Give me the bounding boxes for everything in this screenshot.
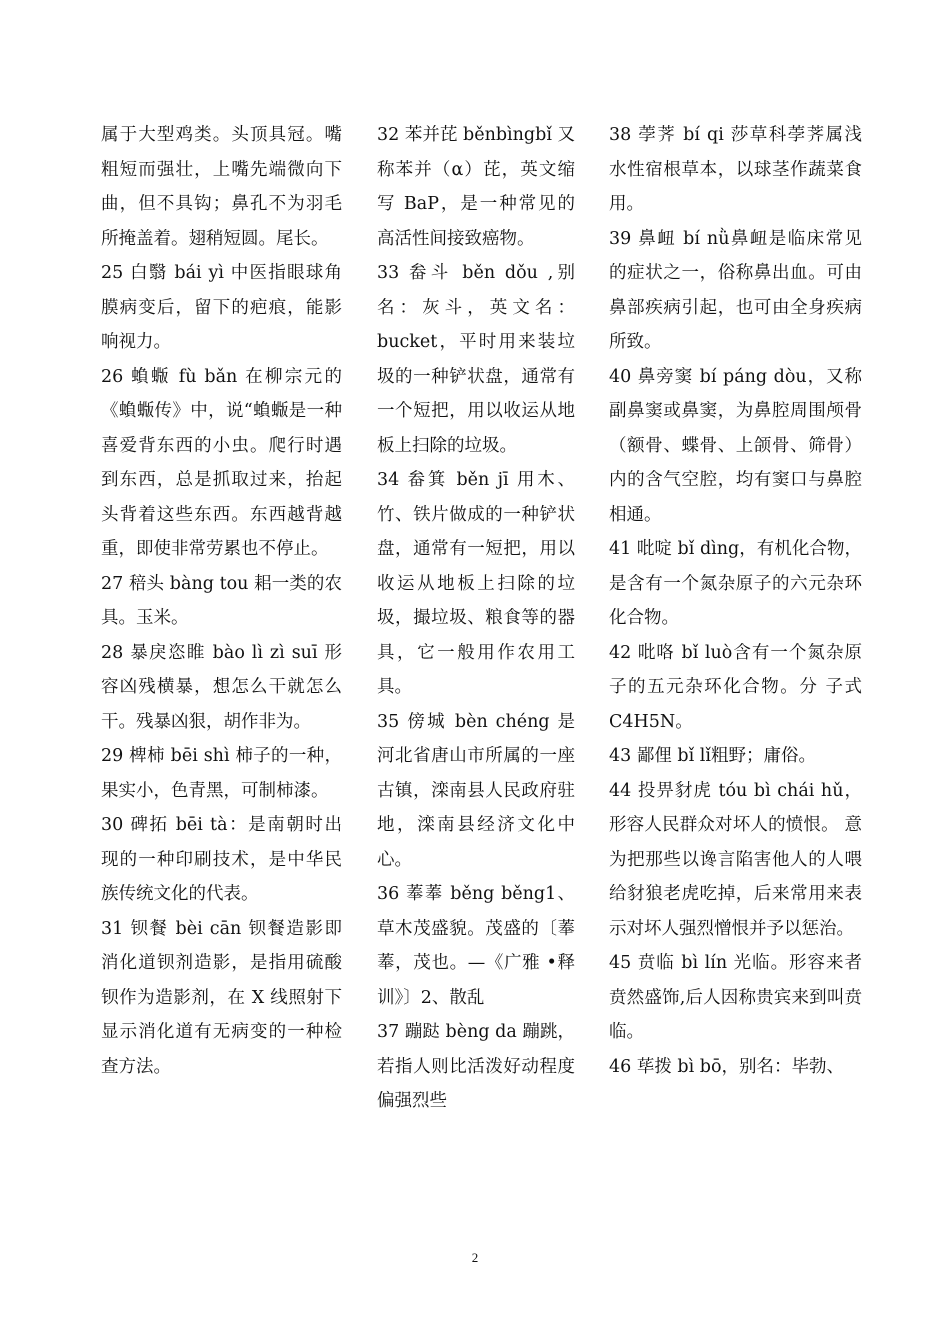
glossary-entry-42: 42 吡咯 bǐ luò含有一个氮杂原子的五元杂环化合物。分 子式 C4H5N。 (609, 642, 862, 732)
glossary-entry-26: 26 蝜蝂 fù bǎn 在柳宗元的《蝜蝂传》中，说“蝜蝂是一种喜爱背东西的小虫。爬行时遇到东西，总是抓取过来，抬起头背着这些东西。东西越背越重，即使非常劳累也不停止。 (101, 366, 342, 559)
glossary-entry-46: 46 荜拨 bì bō，别名：毕勃、 (609, 1056, 844, 1077)
glossary-entry-27: 27 稖头 bàng tou 耜一类的农具。玉米。 (101, 573, 342, 628)
glossary-entry-37: 37 蹦跶 bèng da 蹦跳，若指人则比活泼好动程度偏强烈些 (377, 1022, 575, 1111)
glossary-entry-40: 40 鼻旁窦 bí páng dòu，又称副鼻窦或鼻窦，为鼻腔周围颅骨（额骨、蝶骨、上颌骨、筛骨）内的含气空腔，均有窦口与鼻腔相通。 (609, 366, 862, 525)
text-column-1 (101, 118, 342, 1084)
glossary-entry-34: 34 畚箕 běn jī 用木、竹、铁片做成的一种铲状盘，通常有一短把，用以收运从地板上扫除的垃圾，撮垃圾、粮食等的器具，它一般用作农用工具。 (377, 470, 575, 697)
glossary-entry-38: 38 荸荠 bí qi 莎草科荸荠属浅水性宿根草本，以球茎作蔬菜食用。 (609, 125, 862, 214)
page-number: 2 (471, 1250, 479, 1265)
glossary-entry-28: 28 暴戾恣睢 bào lì zì suī 形容凶残横暴，想怎么干就怎么干。残暴凶狠，胡作非为。 (101, 642, 342, 732)
glossary-entry-30: 30 碑拓 bēi tà：是南朝时出现的一种印刷技术，是中华民族传统文化的代表。 (101, 815, 342, 904)
text-column-2 (377, 118, 575, 1119)
glossary-entry-33: 33 畚斗 běn dǒu ,别名：灰斗，英文名：bucket，平时用来装垃圾的一种铲状盘，通常有一个短把，用以收运从地板上扫除的垃圾。 (377, 263, 575, 456)
glossary-entry-44: 44 投畀豺虎 tóu bì chái hǔ，形容人民群众对坏人的愤恨。 意为把那些以谗言陷害他人的人喂给豺狼老虎吃掉，后来常用来表示对坏人强烈憎恨并予以惩治。 (609, 780, 862, 939)
text-column-3 (609, 118, 862, 1084)
glossary-entry-39: 39 鼻衄 bí nǜ鼻衄是临床常见的症状之一，俗称鼻出血。可由鼻部疾病引起，也可由全身疾病所致。 (609, 228, 862, 352)
paragraph: 属于大型鸡类。头顶具冠。嘴粗短而强壮，上嘴先端微向下曲，但不具钩；鼻孔不为羽毛所掩盖着。翅稍短圆。尾长。 (101, 125, 342, 249)
glossary-entry-25: 25 白翳 bái yì 中医指眼球角膜病变后，留下的疤痕，能影响视力。 (101, 263, 342, 352)
glossary-entry-29: 29 椑柿 bēi shì 柿子的一种，果实小，色青黑，可制柿漆。 (101, 746, 342, 801)
glossary-entry-32: 32 苯并芘 běnbìngbǐ 又称苯并（α）芘，英文缩写 BaP，是一种常见的高活性间接致癌物。 (377, 125, 575, 249)
glossary-entry-45: 45 贲临 bì lín 光临。形容来者贲然盛饰,后人因称贵宾来到叫贲临。 (609, 953, 862, 1042)
glossary-entry-36: 36 菶菶 běng běng1、草木茂盛貌。茂盛的〔菶菶，茂也。—《广雅 •释训》〕2、散乱 (377, 884, 575, 1008)
glossary-entry-43: 43 鄙俚 bǐ lǐ粗野；庸俗。 (609, 746, 816, 766)
glossary-entry-41: 41 吡啶 bǐ dìng，有机化合物，是含有一个氮杂原子的六元杂环化合物。 (609, 539, 862, 628)
glossary-entry-31: 31 钡餐 bèi cān 钡餐造影即消化道钡剂造影，是指用硫酸钡作为造影剂，在 X 线照射下显示消化道有无病变的一种检查方法。 (101, 918, 342, 1077)
glossary-entry-35: 35 傍城 bèn chéng 是河北省唐山市所属的一座古镇，滦南县人民政府驻地，滦南县经济文化中心。 (377, 711, 575, 870)
